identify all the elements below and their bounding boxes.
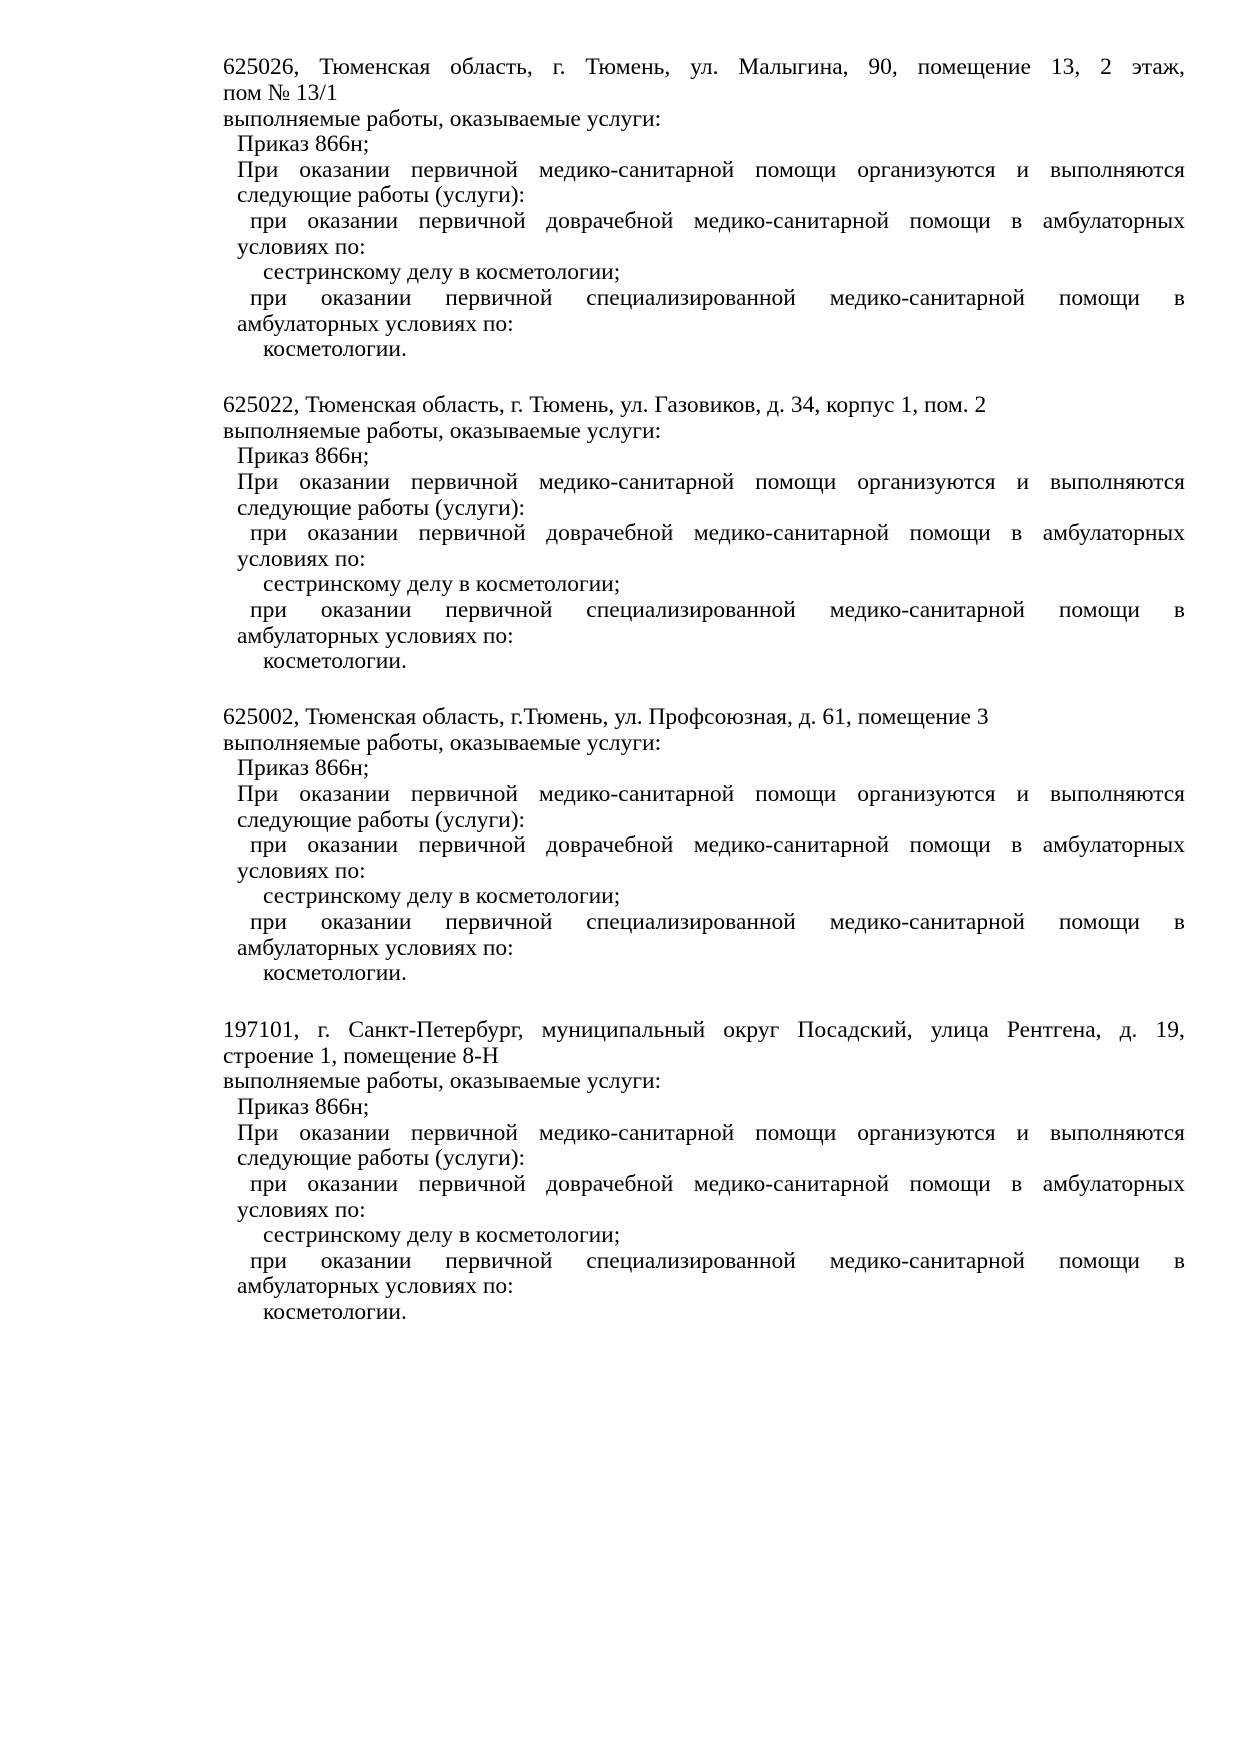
word: Посадский, [797, 1017, 913, 1043]
word: организуются [857, 469, 996, 495]
word: организуются [857, 1120, 996, 1146]
address-line: 625022, Тюменская область, г. Тюмень, ул. Газовиков, д. 34, корпус 1, пом. 2 [223, 392, 987, 418]
word: амбулаторных [1042, 832, 1185, 858]
specialized-care-line [250, 596, 1185, 625]
word: помощи [909, 1171, 991, 1197]
word: доврачебной [546, 208, 674, 234]
word: первичной [410, 1120, 518, 1146]
specialized-care-line: амбулаторных условиях по: [237, 1273, 514, 1299]
word: Рентгена, [1006, 1017, 1102, 1043]
word: 197101, [223, 1017, 300, 1043]
pmsp-line: следующие работы (услуги): [237, 807, 526, 833]
word: оказании [299, 781, 390, 807]
doctor-free-care-line [250, 207, 1185, 236]
document-page [223, 0, 1185, 1755]
word: при [250, 1248, 287, 1274]
word: помощи [909, 520, 991, 546]
word: первичной [410, 469, 518, 495]
works-label: выполняемые работы, оказываемые услуги: [223, 418, 662, 444]
word: медико-санитарной [829, 909, 1025, 935]
doctor-free-care-line: условиях по: [237, 1197, 366, 1223]
service-item: сестринскому делу в косметологии; [263, 883, 621, 909]
word: первичной [418, 1171, 526, 1197]
pmsp-line: следующие работы (услуги): [237, 1145, 526, 1171]
word: специализированной [586, 597, 796, 623]
word: оказании [307, 520, 399, 546]
order-reference: Приказ 866н; [237, 443, 370, 469]
word: медико-санитарной [693, 520, 890, 546]
word: помощи [755, 157, 837, 183]
service-item: сестринскому делу в косметологии; [263, 259, 621, 285]
word: медико-санитарной [693, 832, 890, 858]
word: оказании [299, 157, 390, 183]
word: первичной [445, 597, 553, 623]
word: первичной [445, 285, 553, 311]
word: при [250, 285, 287, 311]
word: выполняются [1049, 157, 1185, 183]
doctor-free-care-line [250, 831, 1185, 860]
word: оказании [320, 285, 412, 311]
word: помощи [755, 781, 837, 807]
word: в [1011, 520, 1023, 546]
word: организуются [857, 781, 996, 807]
word: и [1016, 781, 1030, 807]
doctor-free-care-line [250, 1170, 1185, 1199]
word: первичной [445, 909, 553, 935]
word: помощи [755, 1120, 837, 1146]
word: При [237, 1120, 279, 1146]
service-item: сестринскому делу в косметологии; [263, 1222, 621, 1248]
word: при [250, 832, 287, 858]
word: и [1016, 469, 1030, 495]
word: амбулаторных [1042, 1171, 1185, 1197]
specialized-care-line: амбулаторных условиях по: [237, 623, 514, 649]
word: оказании [307, 832, 399, 858]
word: оказании [320, 909, 412, 935]
pmsp-line: следующие работы (услуги): [237, 495, 526, 521]
word: Тюмень, [585, 54, 671, 80]
word: 13, [1050, 54, 1081, 80]
word: при [250, 909, 287, 935]
word: оказании [320, 597, 412, 623]
word: выполняются [1049, 469, 1185, 495]
service-item: косметологии. [263, 960, 407, 986]
works-label: выполняемые работы, оказываемые услуги: [223, 1068, 662, 1094]
doctor-free-care-line: условиях по: [237, 546, 366, 572]
word: первичной [418, 832, 526, 858]
order-reference: Приказ 866н; [237, 755, 370, 781]
word: в [1011, 208, 1023, 234]
word: помощи [755, 469, 837, 495]
word: медико-санитарной [693, 208, 890, 234]
word: помощи [909, 832, 991, 858]
word: в [1011, 832, 1023, 858]
specialized-care-line: амбулаторных условиях по: [237, 935, 514, 961]
word: медико-санитарной [829, 285, 1025, 311]
word: при [250, 1171, 287, 1197]
word: специализированной [586, 909, 796, 935]
word: медико-санитарной [538, 469, 735, 495]
word: выполняются [1049, 781, 1185, 807]
address-line: строение 1, помещение 8-Н [223, 1043, 499, 1069]
works-label: выполняемые работы, оказываемые услуги: [223, 106, 662, 132]
word: оказании [299, 469, 390, 495]
word: помощи [1058, 285, 1140, 311]
word: специализированной [586, 285, 796, 311]
word: специализированной [586, 1248, 796, 1274]
word: при [250, 597, 287, 623]
address-line [223, 1016, 1185, 1045]
word: медико-санитарной [538, 1120, 735, 1146]
word: 2 [1100, 54, 1112, 80]
word: 625026, [223, 54, 300, 80]
word: оказании [320, 1248, 412, 1274]
service-item: косметологии. [263, 1299, 407, 1325]
service-item: сестринскому делу в косметологии; [263, 571, 621, 597]
word: в [1173, 909, 1185, 935]
word: этаж, [1131, 54, 1185, 80]
word: первичной [410, 157, 518, 183]
doctor-free-care-line: условиях по: [237, 234, 366, 260]
address-line: пом № 13/1 [223, 80, 338, 106]
specialized-care-line: амбулаторных условиях по: [237, 311, 514, 337]
word: улица [930, 1017, 989, 1043]
word: г. [317, 1017, 331, 1043]
word: Малыгина, [738, 54, 849, 80]
specialized-care-line [250, 908, 1185, 937]
word: ул. [690, 54, 719, 80]
word: муниципальный [541, 1017, 706, 1043]
word: доврачебной [546, 520, 674, 546]
service-item: косметологии. [263, 336, 407, 362]
word: При [237, 157, 279, 183]
word: при [250, 208, 287, 234]
word: медико-санитарной [829, 597, 1025, 623]
word: медико-санитарной [693, 1171, 890, 1197]
pmsp-line [237, 468, 1185, 497]
word: помощи [1058, 909, 1140, 935]
doctor-free-care-line: условиях по: [237, 858, 366, 884]
word: помощи [1058, 597, 1140, 623]
word: помощи [909, 208, 991, 234]
word: в [1011, 1171, 1023, 1197]
word: амбулаторных [1042, 208, 1185, 234]
word: оказании [307, 208, 399, 234]
word: доврачебной [546, 1171, 674, 1197]
word: При [237, 781, 279, 807]
word: организуются [857, 157, 996, 183]
word: выполняются [1049, 1120, 1185, 1146]
word: округ [723, 1017, 780, 1043]
word: помещение [917, 54, 1031, 80]
word: помощи [1058, 1248, 1140, 1274]
word: первичной [410, 781, 518, 807]
order-reference: Приказ 866н; [237, 131, 370, 157]
word: область, [450, 54, 533, 80]
address-line [223, 53, 1185, 82]
word: д. [1119, 1017, 1138, 1043]
word: 19, [1155, 1017, 1185, 1043]
word: и [1016, 1120, 1030, 1146]
word: медико-санитарной [538, 781, 735, 807]
word: в [1173, 285, 1185, 311]
service-item: косметологии. [263, 648, 407, 674]
word: первичной [418, 208, 526, 234]
works-label: выполняемые работы, оказываемые услуги: [223, 730, 662, 756]
word: медико-санитарной [829, 1248, 1025, 1274]
order-reference: Приказ 866н; [237, 1094, 370, 1120]
word: г. [552, 54, 566, 80]
word: в [1173, 597, 1185, 623]
pmsp-line [237, 780, 1185, 809]
word: Санкт-Петербург, [348, 1017, 524, 1043]
word: Тюменская [319, 54, 431, 80]
word: оказании [299, 1120, 390, 1146]
word: амбулаторных [1042, 520, 1185, 546]
pmsp-line: следующие работы (услуги): [237, 182, 526, 208]
word: 90, [868, 54, 898, 80]
word: доврачебной [546, 832, 674, 858]
word: оказании [307, 1171, 399, 1197]
word: первичной [418, 520, 526, 546]
word: первичной [445, 1248, 553, 1274]
doctor-free-care-line [250, 519, 1185, 548]
word: При [237, 469, 279, 495]
word: и [1016, 157, 1030, 183]
word: в [1173, 1248, 1185, 1274]
word: медико-санитарной [538, 157, 735, 183]
address-line: 625002, Тюменская область, г.Тюмень, ул. Профсоюзная, д. 61, помещение 3 [223, 704, 989, 730]
word: при [250, 520, 287, 546]
specialized-care-line [250, 284, 1185, 313]
